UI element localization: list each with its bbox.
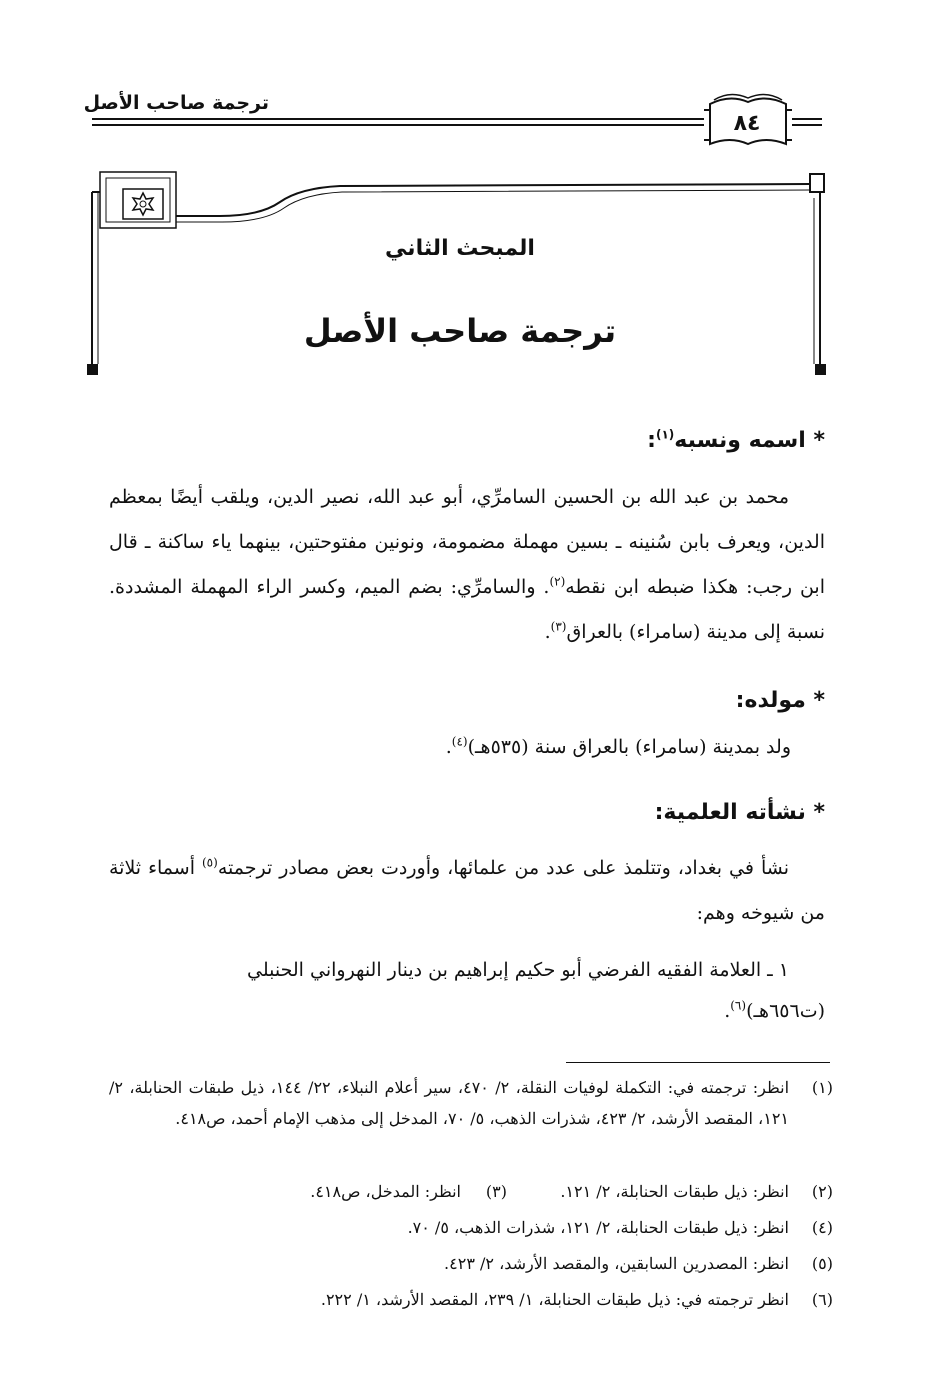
- heading-text: * اسمه ونسبه: [674, 428, 825, 453]
- heading-name-lineage: [105, 428, 825, 453]
- footnote-text: انظر: المدخل، ص٤١٨.: [310, 1182, 461, 1201]
- list-item-teacher-1: [109, 948, 825, 993]
- footnote-ref: (٥): [201, 855, 218, 870]
- paragraph-text: نشأ في بغداد، وتتلمذ على عدد من علمائها، وأوردت بعض مصادر ترجمته: [217, 857, 789, 879]
- footnote-text: انظر: المصدرين السابقين، والمقصد الأرشد، ٢/ ٤٢٣.: [444, 1254, 789, 1273]
- footnote-text: انظر: ترجمته في: التكملة لوفيات النقلة، ٢/ ٤٧٠، سير أعلام النبلاء، ٢٢/ ١٤٤، ذيل طبقات الحنابلة، ٢/ ١٢١، المقصد الأرشد، ٢/ ٤٢٣، شذرات الذهب، ٥/ ٧٠، المدخل إلى مذهب الإمام أحمد، ص٤١٨.: [109, 1078, 790, 1128]
- footnote-text: انظر ترجمته في: ذيل طبقات الحنابلة، ١/ ٢٣٩، المقصد الأرشد، ١/ ٢٢٢.: [320, 1290, 789, 1309]
- section-title: ترجمة صاحب الأصل: [303, 312, 617, 350]
- paragraph-text: ولد بمدينة (سامراء) بالعراق سنة (٥٣٥هـ): [467, 736, 791, 758]
- paragraph-birth: [446, 736, 791, 758]
- footnote-number: (٤): [811, 1218, 833, 1237]
- paragraph-name-lineage: [109, 475, 825, 655]
- footnote-text: انظر: ذيل طبقات الحنابلة، ٢/ ١٢١، شذرات الذهب، ٥/ ٧٠.: [407, 1218, 789, 1237]
- paragraph-education: [109, 846, 825, 936]
- running-header-title: ترجمة صاحب الأصل: [83, 92, 269, 114]
- paragraph-end: .: [544, 621, 551, 643]
- footnote-number: (٥): [811, 1254, 833, 1273]
- heading-birth: * مولده:: [735, 688, 825, 713]
- death-date: (ت٦٥٦هـ): [746, 1000, 825, 1022]
- section-subtitle: المبحث الثاني: [385, 236, 535, 261]
- heading-education: * نشأته العلمية:: [654, 800, 825, 825]
- footnote-ref: (٣): [550, 619, 567, 634]
- page-number: ٨٤: [733, 110, 761, 136]
- paragraph-text: . والسامرِّي: بضم الميم، وكسر الراء المهملة المشددة. نسبة إلى مدينة (سامراء) بالعراق: [109, 576, 825, 643]
- footnote-text: انظر: ذيل طبقات الحنابلة، ٢/ ١٢١.: [560, 1182, 789, 1201]
- footnote-number: (٣): [485, 1182, 507, 1201]
- heading-colon: :: [647, 428, 656, 453]
- footnote-ref: (٢): [549, 574, 566, 589]
- list-item-teacher-1-end: [724, 1000, 825, 1022]
- star-ornament-icon: [122, 188, 164, 220]
- footnote-ref: (١): [655, 427, 675, 442]
- footnote-ref: (٦): [730, 998, 747, 1013]
- paragraph-end: .: [724, 1000, 731, 1022]
- footnote-number: (٦): [811, 1290, 833, 1309]
- paragraph-text: أسماء ثلاثة من شيوخه وهم:: [109, 857, 825, 924]
- footnote-ref: (٤): [451, 734, 468, 749]
- paragraph-text: محمد بن عبد الله بن الحسين السامرِّي، أبو عبد الله، نصير الدين، ويلقب أيضًا بمعظم الدين، ويعرف بابن سُنينه ـ بسين مهملة مضمومة، ونونين مفتوحتين، بينهما ياء ساكنة ـ قال ابن رجب: هكذا ضبطه ابن نقطه: [109, 486, 825, 598]
- footnote-divider: [566, 1062, 830, 1063]
- footnote-number: (١): [811, 1078, 833, 1097]
- paragraph-end: .: [445, 736, 452, 758]
- footnote-number: (٢): [811, 1182, 833, 1201]
- list-item-text: ١ ـ العلامة الفقيه الفرضي أبو حكيم إبراهيم بن دينار النهرواني الحنبلي: [247, 959, 789, 981]
